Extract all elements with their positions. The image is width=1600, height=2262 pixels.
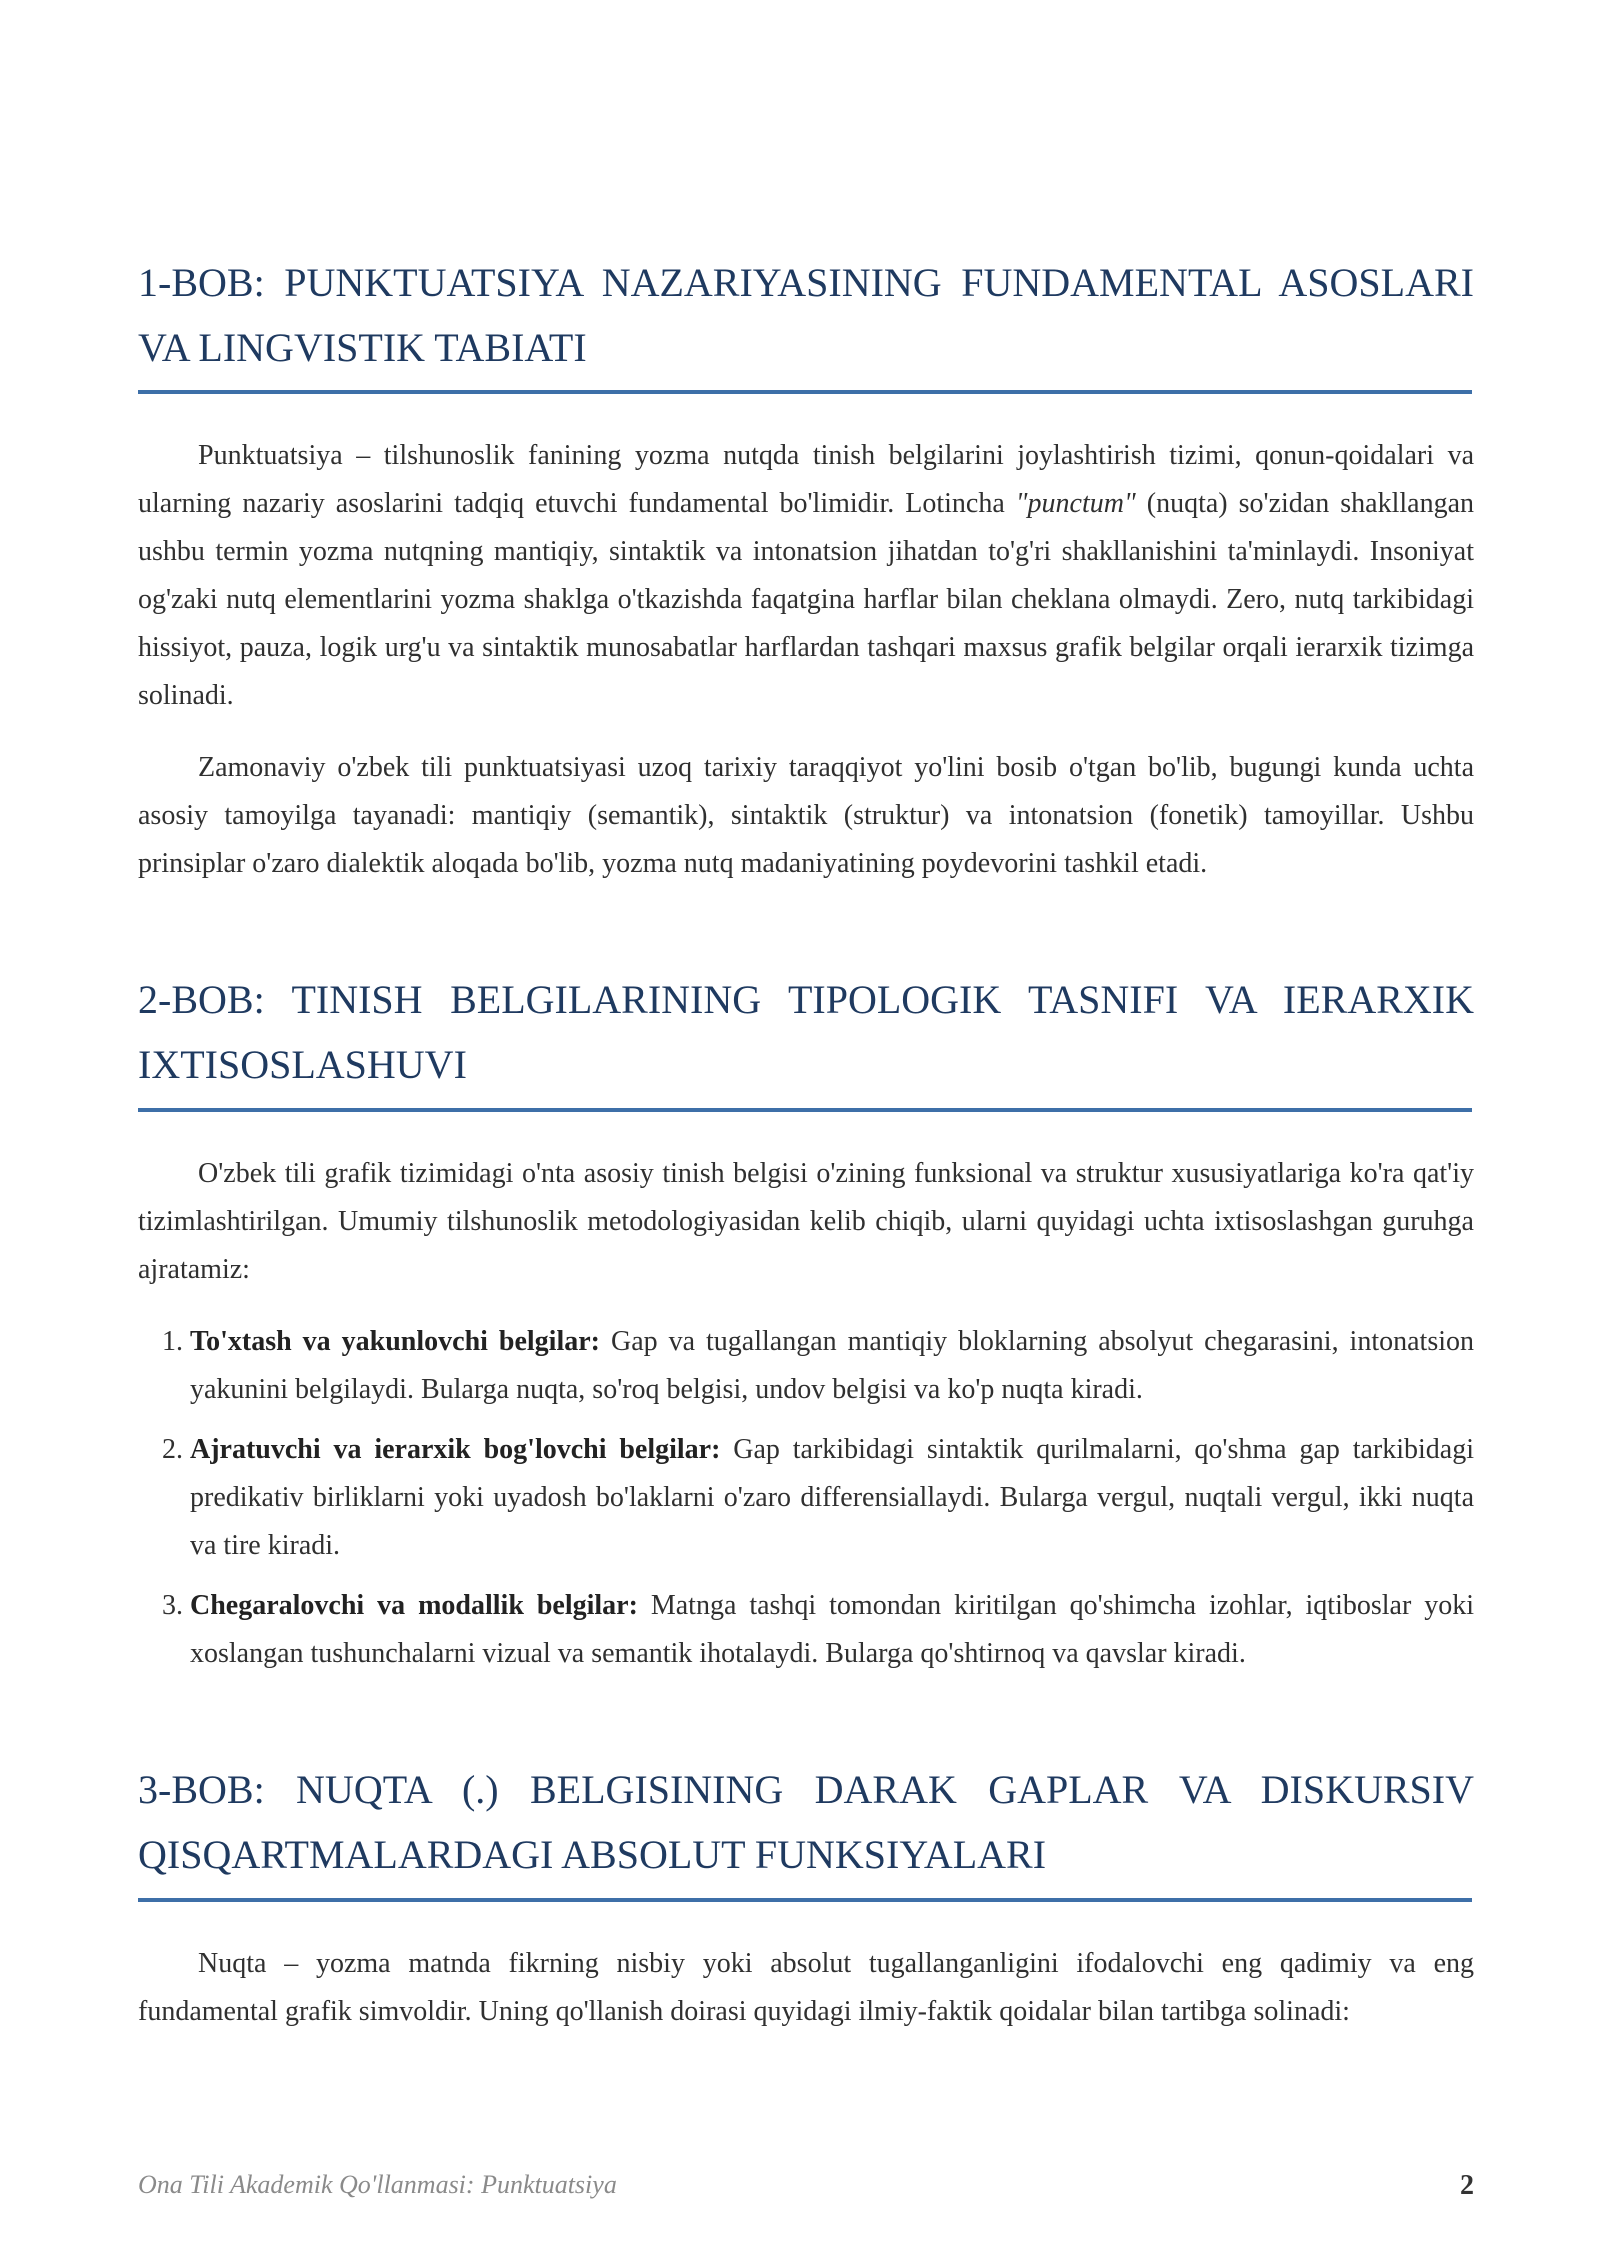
chapter-1-divider	[138, 390, 1472, 394]
page-footer	[138, 2170, 1474, 2210]
chapter-1-title: 1-BOB: PUNKTUATSIYA NAZARIYASINING FUNDAMENTAL ASOSLARI VA LINGVISTIK TABIATI	[138, 260, 1474, 370]
chapter-2-intro: O'zbek tili grafik tizimidagi o'nta asosiy tinish belgisi o'zining funksional va struktur xususiyatlariga ko'ra qat'iy tizimlashtirilgan. Umumiy tilshunoslik metodologiyasidan kelib chiqib, ularni quyidagi uchta ixtisoslashgan guruhga ajratamiz:	[138, 1158, 1474, 1285]
list-item-text: Matnga tashqi tomondan kiritilgan qo'shimcha izohlar, iqtiboslar yoki xoslangan tushunchalarni vizual va semantik ihotalaydi. Bularga qo'shtirnoq va qavslar kiradi.	[190, 1590, 1474, 1669]
footer-title: Ona Tili Akademik Qo'llanmasi: Punktuatsiya	[138, 2170, 617, 2199]
chapter-3-intro: Nuqta – yozma matnda fikrning nisbiy yoki absolut tugallanganligini ifodalovchi eng qadimiy va eng fundamental grafik simvoldir. Uning qo'llanish doirasi quyidagi ilmiy-faktik qoidalar bilan tartibga solinadi:	[138, 1948, 1474, 2027]
chapter-2-title: 2-BOB: TINISH BELGILARINING TIPOLOGIK TASNIFI VA IERARXIK IXTISOSLASHUVI	[138, 977, 1474, 1087]
list-item	[190, 1318, 1474, 1414]
list-item	[190, 1426, 1474, 1570]
chapter-2	[138, 967, 1474, 1097]
chapter-3-title: 3-BOB: NUQTA (.) BELGISINING DARAK GAPLAR VA DISKURSIV QISQARTMALARDAGI ABSOLUT FUNKSIYALARI	[138, 1767, 1474, 1877]
list-item	[190, 1582, 1474, 1678]
list-item-text: Gap tarkibidagi sintaktik qurilmalarni, qo'shma gap tarkibidagi predikativ birliklarni yoki uyadosh bo'laklarni o'zaro differensiallaydi. Bularga vergul, nuqtali vergul, ikki nuqta va tire kiradi.	[190, 1434, 1474, 1561]
list-item-text: Gap va tugallangan mantiqiy bloklarning absolyut chegarasini, intonatsion yakunini belgilaydi. Bularga nuqta, so'roq belgisi, undov belgisi va ko'p nuqta kiradi.	[190, 1326, 1474, 1405]
punctuation-groups-list	[138, 1318, 1474, 1678]
page-number: 2	[1460, 2170, 1474, 2201]
chapter-1-paragraph-2: Zamonaviy o'zbek tili punktuatsiyasi uzoq tarixiy taraqqiyot yo'lini bosib o'tgan bo'lib, bugungi kunda uchta asosiy tamoyilga tayanadi: mantiqiy (semantik), sintaktik (struktur) va intonatsion (fonetik) tamoyillar. Ushbu prinsiplar o'zaro dialektik aloqada bo'lib, yozma nutq madaniyatining poydevorini tashkil etadi.	[138, 752, 1474, 879]
chapter-1-paragraph-1-text-b: (nuqta) so'zidan shakllangan ushbu termin yozma nutqning mantiqiy, sintaktik va intonatsion jihatdan to'g'ri shakllanishini ta'minlaydi. Insoniyat og'zaki nutq elementlarini yozma shaklga o'tkazishda faqatgina harflar bilan cheklana olmaydi. Zero, nutq tarkibidagi hissiyot, pauza, logik urg'u va sintaktik munosabatlar harflardan tashqari maxsus grafik belgilar orqali ierarxik tizimga solinadi.	[138, 488, 1474, 711]
chapter-3	[138, 1757, 1474, 1887]
chapter-3-divider	[138, 1898, 1472, 1902]
list-item-term: Chegaralovchi va modallik belgilar:	[190, 1590, 638, 1621]
punctum-term: "punctum"	[1015, 488, 1136, 519]
list-item-term: Ajratuvchi va ierarxik bog'lovchi belgilar:	[190, 1434, 721, 1465]
chapter-1-paragraph-1-text-a: Punktuatsiya – tilshunoslik fanining yozma nutqda tinish belgilarini joylashtirish tizimi, qonun-qoidalari va ularning nazariy asoslarini tadqiq etuvchi fundamental bo'limidir. Lotincha	[138, 440, 1474, 519]
chapter-1-paragraph-1	[138, 432, 1474, 720]
list-item-term: To'xtash va yakunlovchi belgilar:	[190, 1326, 600, 1357]
chapter-1	[138, 250, 1474, 380]
chapter-2-divider	[138, 1108, 1472, 1112]
